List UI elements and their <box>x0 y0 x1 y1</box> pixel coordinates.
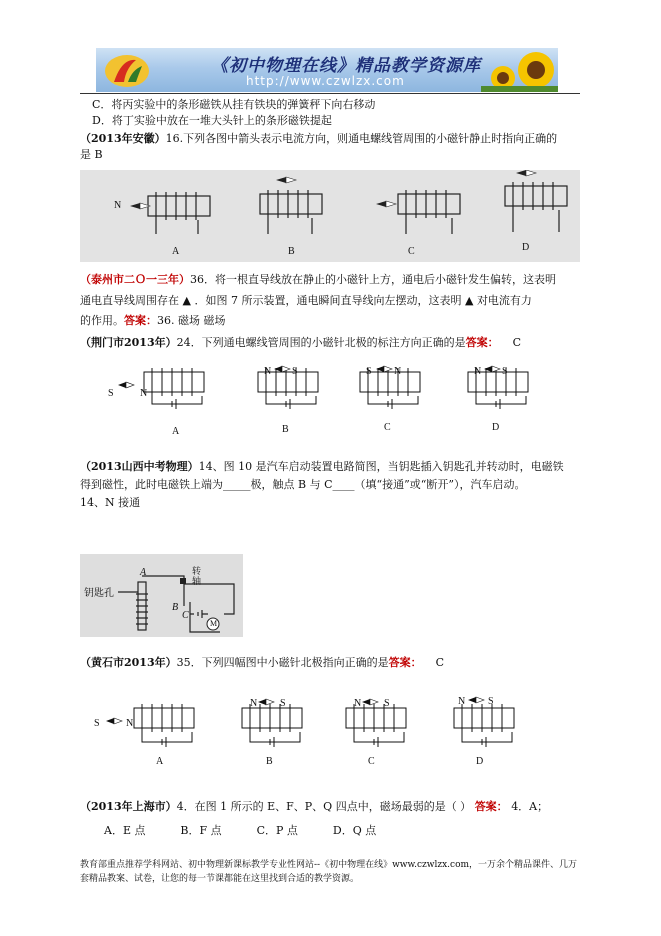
q35-pole: N <box>126 718 134 729</box>
point-c-label: C <box>182 610 189 621</box>
banner-url: http://www.czwlzx.com <box>246 74 405 88</box>
blank-triangle-icon: ▲ <box>464 294 474 307</box>
q24-pole: S <box>502 366 508 377</box>
q36-text2c: 对电流有力 <box>476 294 532 307</box>
q16-text: 16.下列各图中箭头表示电流方向，则通电螺线管周围的小磁针静止时指向正确的 <box>165 132 558 145</box>
q24-source: （荆门市2013年） <box>80 336 177 349</box>
q4-answer-label: 答案： <box>474 800 508 813</box>
banner-title: 《初中物理在线》精品教学资源库 <box>211 56 481 76</box>
option-c: C．将丙实验中的条形磁铁从挂有铁块的弹簧秤下向右移动 <box>92 98 376 111</box>
q24-label-b: B <box>282 424 289 435</box>
q36-text2b: ．如图 7 所示装置，通电瞬间直导线向左摆动，这表明 <box>194 294 462 307</box>
q35-answer-label: 答案： <box>388 656 422 669</box>
q35-pole: S <box>280 698 286 709</box>
q35-label-d: D <box>476 756 484 767</box>
q36-answer-label: 答案： <box>124 314 157 327</box>
site-banner <box>96 48 558 92</box>
figure-q35 <box>88 692 528 770</box>
q24-pole: N <box>140 388 148 399</box>
q24-answer-label: 答案： <box>465 336 499 349</box>
sunflower-image <box>481 48 558 92</box>
q24-line <box>80 336 521 350</box>
q4-line <box>80 800 548 814</box>
q35-pole: S <box>488 696 494 707</box>
q35-line <box>80 656 444 670</box>
q35-text: 35．下列四幅图中小磁针北极指向正确的是 <box>176 656 389 669</box>
q35-answer: C <box>435 656 445 669</box>
q24-text: 24．下列通电螺线管周围的小磁针北极的标注方向正确的是 <box>176 336 466 349</box>
q24-pole: N <box>474 366 482 377</box>
q36-line3 <box>80 314 226 328</box>
q4-text: 4．在图 1 所示的 E、F、P、Q 四点中，磁场最弱的是（ ） <box>176 800 472 813</box>
motor-label: M <box>210 619 218 628</box>
q35-source: （黄石市2013年） <box>80 656 177 669</box>
figure-q16 <box>80 170 580 262</box>
q14-line1 <box>80 460 564 474</box>
axle-label: 转轴 <box>192 566 202 586</box>
q16-label-d: D <box>522 242 530 253</box>
figure-q24 <box>100 360 540 440</box>
q36-line2 <box>80 294 532 308</box>
q35-pole: N <box>250 698 258 709</box>
q24-pole: N <box>264 366 272 377</box>
q36-text2a: 通电直导线周围存在 <box>80 294 179 307</box>
q35-label-c: C <box>368 756 375 767</box>
q16-label-a: A <box>172 246 180 257</box>
q24-label-a: A <box>172 426 180 437</box>
q14-source: （2013山西中考物理） <box>80 460 199 473</box>
q35-pole: N <box>354 698 362 709</box>
q35-pole: S <box>384 698 390 709</box>
q4-answer: 4．A； <box>511 800 549 813</box>
q24-pole: S <box>292 366 298 377</box>
q36-text3: 的作用。 <box>80 314 124 327</box>
q4-options: A．E 点 B．F 点 C．P 点 D．Q 点 <box>104 824 377 837</box>
q16-label-b: B <box>288 246 295 257</box>
q16-source: （2013年安徽） <box>80 132 166 145</box>
q14-line2: 得到磁性，此时电磁铁上端为_____极，触点 B 与 C____（填“接通”或“断开”），汽车启动。 <box>80 478 526 491</box>
page-footer: 教育部重点推荐学科网站、初中物理新课标教学专业性网站--《初中物理在线》www.czwlzx.com，一万余个精品课件、几万套精品教案、试卷，让您的每一节课都能在这里找到合适的教学资源。 <box>80 860 578 884</box>
q35-pole: S <box>94 718 100 729</box>
q16-n-label: N <box>114 200 122 211</box>
q24-pole: S <box>108 388 114 399</box>
q36-source: （泰州市二Ｏ一三年） <box>80 273 190 286</box>
keyhole-label: 钥匙孔 <box>84 588 114 599</box>
q24-answer: C <box>512 336 522 349</box>
q24-pole: N <box>394 366 402 377</box>
header-rule <box>80 93 580 94</box>
q24-label-c: C <box>384 422 391 433</box>
q4-source: （2013年上海市） <box>80 800 177 813</box>
blank-triangle-icon: ▲ <box>182 294 191 307</box>
q24-pole: S <box>366 366 372 377</box>
option-d: D．将丁实验中放在一堆大头针上的条形磁铁提起 <box>92 114 332 127</box>
q16-line1 <box>80 132 557 146</box>
q36-answer: 36. 磁场 磁场 <box>157 314 226 327</box>
q36-text: 36．将一根直导线放在静止的小磁针上方，通电后小磁针发生偏转，这表明 <box>190 273 556 286</box>
q24-label-d: D <box>492 422 500 433</box>
q35-label-a: A <box>156 756 164 767</box>
q36-line1 <box>80 273 556 287</box>
q14-text: 14、图 10 是汽车启动装置电路简图，当钥匙插入钥匙孔并转动时，电磁铁 <box>198 460 564 473</box>
q35-pole: N <box>458 696 466 707</box>
point-a-label: A <box>140 567 147 578</box>
q16-label-c: C <box>408 246 415 257</box>
q16-line2: 是 B <box>80 148 103 161</box>
site-logo-icon <box>102 52 152 90</box>
q35-label-b: B <box>266 756 273 767</box>
figure-10 <box>80 554 243 637</box>
point-b-label: B <box>172 602 179 613</box>
q14-answer: 14、N 接通 <box>80 496 141 509</box>
